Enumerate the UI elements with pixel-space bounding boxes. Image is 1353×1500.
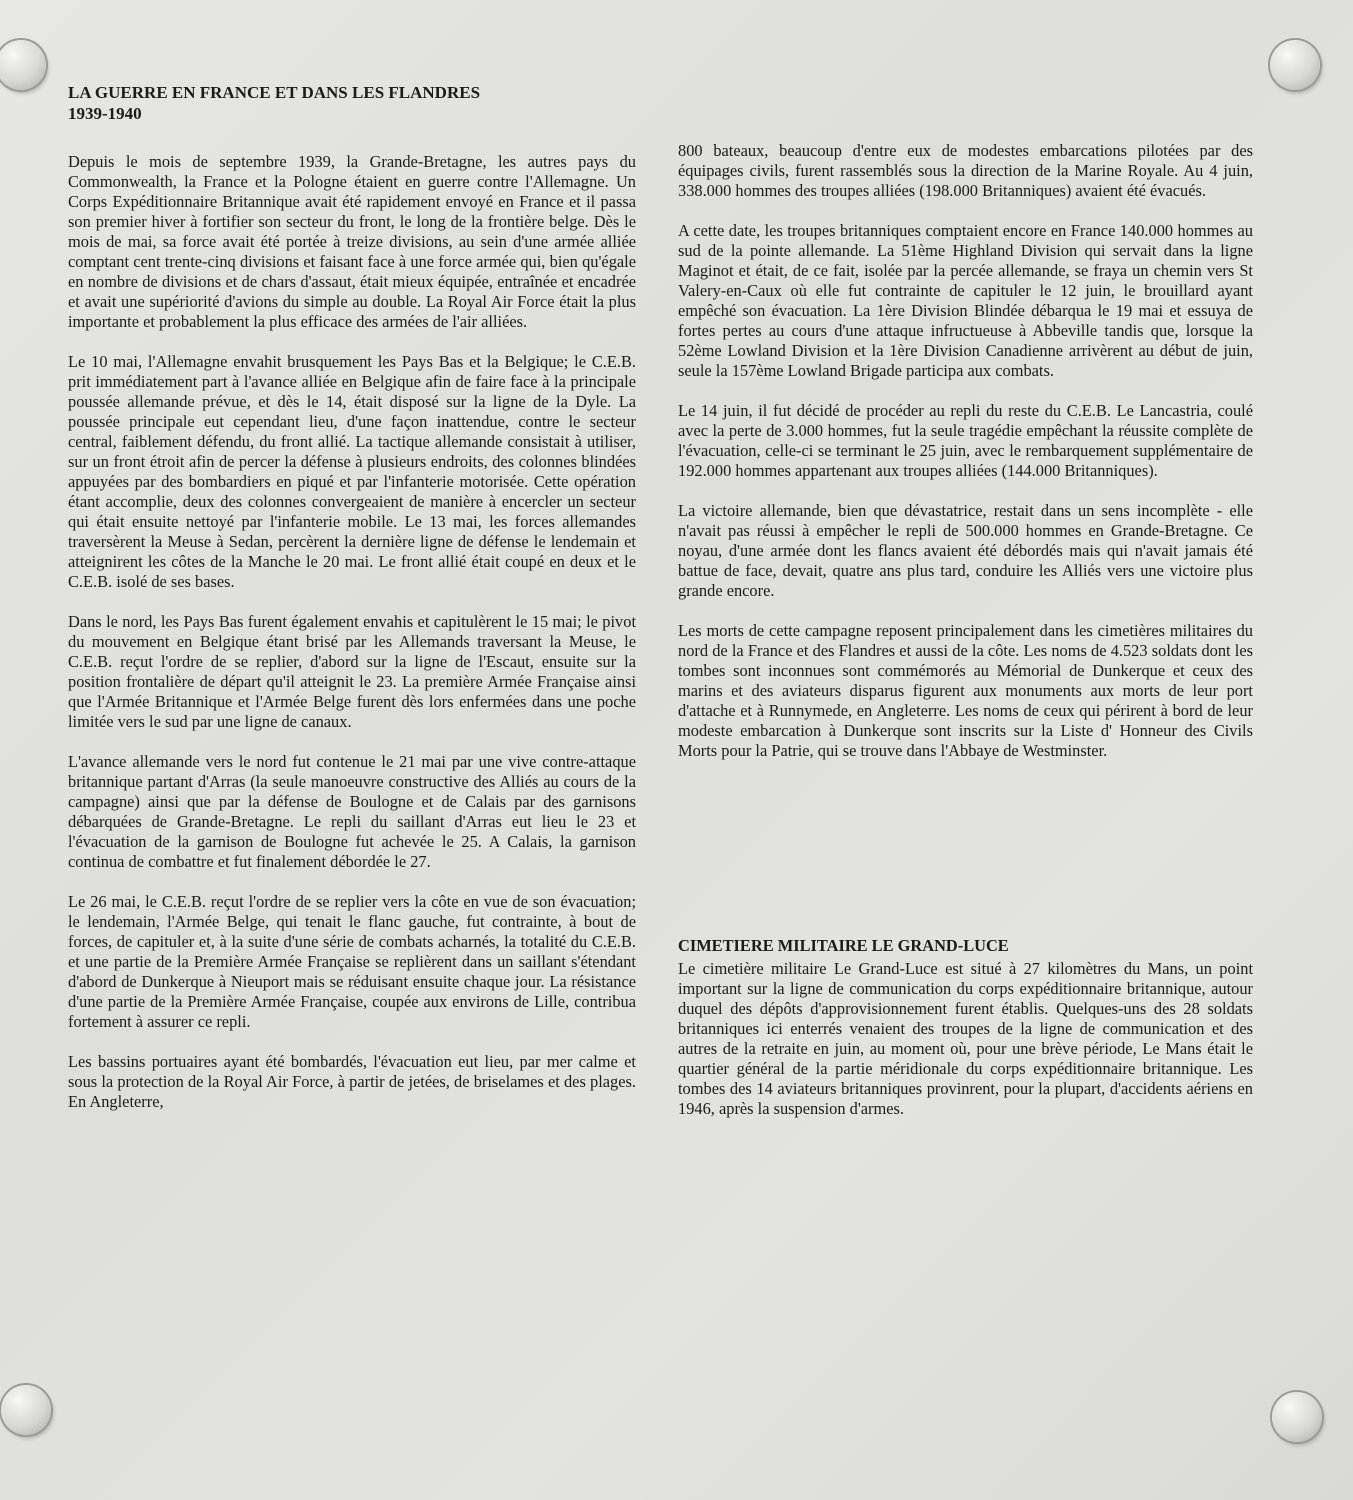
paragraph: Les bassins portuaires ayant été bombardés, l'évacuation eut lieu, par mer calme et sous la protection de la Royal Air Force, à partir de jetées, de briselames et des plages. En Angleterre, [68, 1052, 636, 1111]
mounting-screw-top-right [1270, 40, 1320, 90]
paragraph: Le 10 mai, l'Allemagne envahit brusquement les Pays Bas et la Belgique; le C.E.B. prit immédiatement part à l'avance alliée en Belgique afin de faire face à la principale poussée allemande prévue, et dès le 14, était disposé sur la ligne de la Dyle. La poussée principale eut cependant lieu, d'une façon inattendue, contre le secteur central, faiblement défendu, du front allié. La tactique allemande consistait à utiliser, sur un front étroit afin de percer la défense à plusieurs endroits, des colonnes blindées appuyées par des bombardiers en piqué et par l'infanterie motorisée. Cette opération étant accomplie, deux des colonnes convergeaient de manière à encercler un secteur qui était ensuite nettoyé par l'infanterie mobile. Le 13 mai, les forces allemandes traversèrent la Meuse à Sedan, percèrent la dernière ligne de défense le lendemain et atteignirent les côtes de la Manche le 20 mai. Le front allié était coupé en deux et le C.E.B. isolé de ses bases. [68, 352, 636, 591]
column-gap [678, 781, 1253, 935]
paragraph: A cette date, les troupes britanniques comptaient encore en France 140.000 hommes au sud de la pointe allemande. La 51ème Highland Division qui servait dans la ligne Maginot et était, de ce fait, isolée par la percée allemande, se fraya un chemin vers St Valery-en-Caux où elle fut contrainte de capituler le 12 juin, le brouillard ayant empêché son évacuation. La 1ère Division Blindée débarqua le 19 mai et essuya de fortes pertes au cours d'une attaque infructueuse à Abbeville tandis que, lorsque la 52ème Lowland Division et la 1ère Division Canadienne arrivèrent au début de juin, seule la 157ème Lowland Brigade participa aux combats. [678, 221, 1253, 380]
right-column [678, 141, 1253, 1139]
paragraph: La victoire allemande, bien que dévastatrice, restait dans un sens incomplète - elle n'avait pas réussi à empêcher le repli de 500.000 hommes en Grande-Bretagne. Ce noyau, d'une armée dont les flancs avaient été débordés mais qui n'avait jamais été battue de face, devait, quatre ans plus tard, conduire les Alliés vers une victoire plus grande encore. [678, 501, 1253, 600]
mounting-screw-top-left [0, 40, 46, 90]
title-line-2: 1939-1940 [68, 104, 142, 123]
paragraph: Le 26 mai, le C.E.B. reçut l'ordre de se replier vers la côte en vue de son évacuation; le lendemain, l'Armée Belge, qui tenait le flanc gauche, fut contrainte, à bout de forces, de capituler et, à la suite d'une série de combats acharnés, la totalité du C.E.B. et une partie de la Première Armée Française se replièrent dans un saillant s'étendant d'abord de Dunkerque à Nieuport mais se réduisant ensuite chaque jour. La résistance d'une partie de la Première Armée Française, coupée aux environs de Lille, contribua fortement à assurer ce repli. [68, 892, 636, 1031]
page-title [68, 82, 636, 124]
paragraph: Dans le nord, les Pays Bas furent également envahis et capitulèrent le 15 mai; le pivot du mouvement en Belgique étant brisé par les Allemands traversant la Meuse, le C.E.B. reçut l'ordre de se replier, d'abord sur la ligne de l'Escaut, ensuite sur la position frontalière de départ qu'il atteignit le 23. La première Armée Française ainsi que l'Armée Britannique et l'Armée Belge furent dès lors enfermées dans une poche limitée vers le sud par une ligne de canaux. [68, 612, 636, 731]
paragraph: Depuis le mois de septembre 1939, la Grande-Bretagne, les autres pays du Commonwealth, la France et la Pologne étaient en guerre contre l'Allemagne. Un Corps Expéditionnaire Britannique avait été rapidement envoyé en France et il passa son premier hiver à fortifier son secteur du front, le long de la frontière belge. Dès le mois de mai, sa force avait été portée à treize divisions, au sein d'une armée alliée comptant cent trente-cinq divisions et faisant face à une force armée qui, bien qu'égale en nombre de divisions et de chars d'assaut, était mieux équipée, entraînée et encadrée et avait une supériorité d'avions du simple au double. La Royal Air Force était la plus importante et probablement la plus efficace des armées de l'air alliées. [68, 152, 636, 331]
paragraph: L'avance allemande vers le nord fut contenue le 21 mai par une vive contre-attaque britannique partant d'Arras (la seule manoeuvre constructive des Alliés au cours de la campagne) ainsi que par la défense de Boulogne et de Calais par des garnisons débarquées de Grande-Bretagne. Le repli du saillant d'Arras eut lieu le 23 et l'évacuation de la garnison de Boulogne fut achevée le 25. A Calais, la garnison continua de combattre et fut finalement débordée le 27. [68, 752, 636, 871]
mounting-screw-bottom-left [1, 1385, 51, 1435]
cemetery-paragraph: Le cimetière militaire Le Grand-Luce est situé à 27 kilomètres du Mans, un point important sur la ligne de communication du corps expéditionnaire britannique, autour duquel des dépôts d'approvisionnement furent établis. Quelques-uns des 28 soldats britanniques ici enterrés venaient des troupes de la ligne de communication et des autres de la retraite en juin, au moment où, pour une brève période, Le Mans était le quartier général de la partie méridionale du corps expéditionnaire britannique. Les tombes des 14 aviateurs britanniques provinrent, pour la plupart, d'accidents aériens en 1946, après la suspension d'armes. [678, 959, 1253, 1118]
paragraph: Le 14 juin, il fut décidé de procéder au repli du reste du C.E.B. Le Lancastria, coulé avec la perte de 3.000 hommes, fut la seule tragédie empêchant la réussite complète de l'évacuation, celle-ci se terminant le 25 juin, avec le rembarquement supplémentaire de 192.000 hommes appartenant aux troupes alliées (144.000 Britanniques). [678, 401, 1253, 480]
paragraph: 800 bateaux, beaucoup d'entre eux de modestes embarcations pilotées par des équipages civils, furent rassemblés sous la direction de la Marine Royale. Au 4 juin, 338.000 hommes des troupes alliées (198.000 Britanniques) avaient été évacués. [678, 141, 1253, 200]
mounting-screw-bottom-right [1272, 1392, 1322, 1442]
title-line-1: LA GUERRE EN FRANCE ET DANS LES FLANDRES [68, 83, 481, 102]
cemetery-title: CIMETIERE MILITAIRE LE GRAND-LUCE [678, 936, 1009, 955]
paragraph: Les morts de cette campagne reposent principalement dans les cimetières militaires du nord de la France et des Flandres et aussi de la côte. Les noms de 4.523 soldats dont les tombes sont inconnues sont commémorés au Mémorial de Dunkerque et ceux des marins et des aviateurs disparus figurent aux monuments aux morts de leur port d'attache et à Runnymede, en Angleterre. Les noms de ceux qui périrent à bord de leur modeste embarcation à Dunkerque sont inscrits sur la Liste d' Honneur des Civils Morts pour la Patrie, qui se trouve dans l'Abbaye de Westminster. [678, 621, 1253, 760]
left-column [68, 82, 636, 1132]
